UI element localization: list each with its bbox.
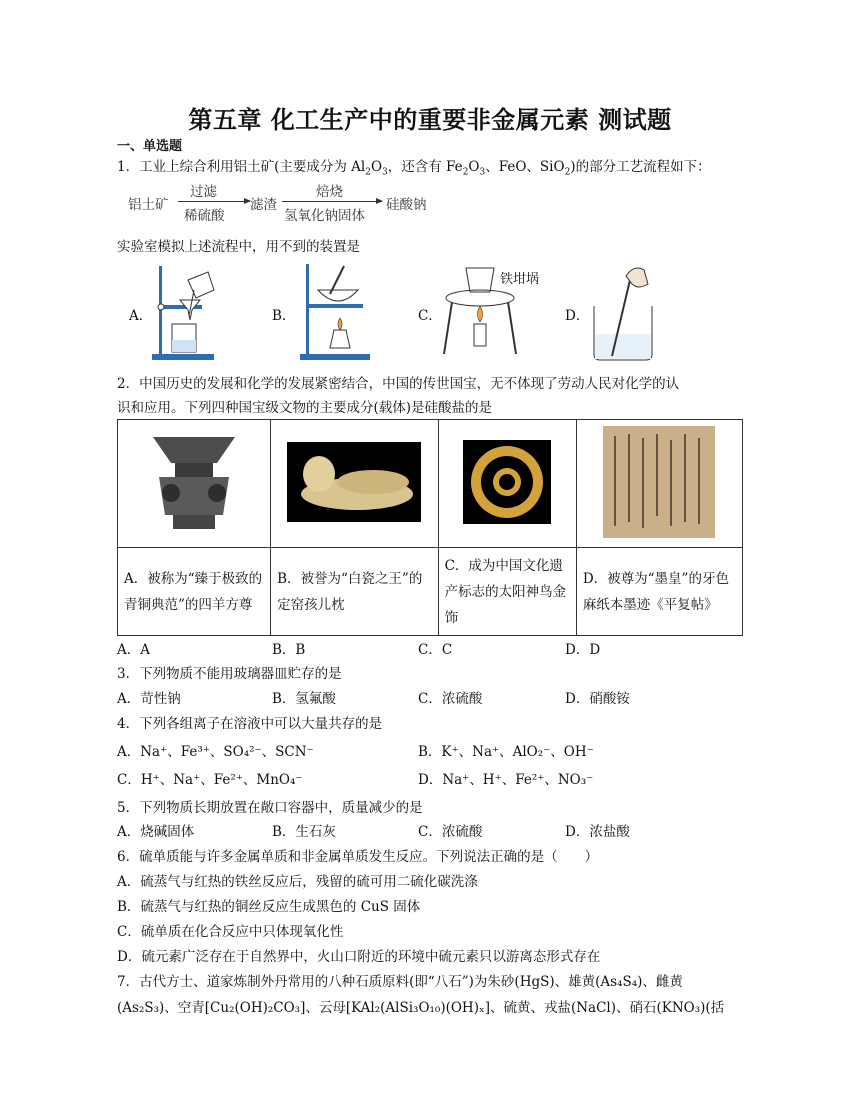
q7-line2: (As₂S₃)、空青[Cu₂(OH)₂CO₃]、云母[KAl₂(AlSi₃O₁₀)(OH)ₓ]、硫黄、戎盐(NaCl)、硝石(KNO₃)(括 [117, 1000, 725, 1016]
caption-d: D．被尊为“墨皇”的牙色麻纸本墨迹《平复帖》 [576, 548, 742, 636]
bronze-zun-icon [147, 433, 241, 531]
caption-a: A．被称为“臻于极致的青铜典范”的四羊方尊 [118, 548, 271, 636]
q1-option-c: C． [418, 308, 442, 324]
q1-stem: 1．工业上综合利用铝土矿(主要成分为 $Al_2O_3$，还含有 $Fe_2O_3$、FeO、SiO$_2$)的部分工艺流程如下： [117, 159, 711, 178]
crucible-label: 铁坩埚 [500, 272, 540, 287]
q3-option-a: A．苛性钠 [117, 691, 181, 707]
process-flow [128, 180, 448, 224]
q2-stem-line1: 2．中国历史的发展和化学的发展紧密结合，中国的传世国宝，无不体现了劳动人民对化学的认 [117, 376, 680, 392]
section-heading: 一、单选题 [117, 139, 183, 154]
caption-b: B．被誉为“白瓷之王”的定窑孩儿枕 [271, 548, 438, 636]
flow-step2-top: 焙烧 [316, 184, 343, 200]
flow-step1-top: 过滤 [190, 184, 217, 200]
artifact-image-d [576, 420, 742, 548]
q2-option-a: A．A [117, 642, 150, 658]
filtration-apparatus-icon [148, 260, 218, 362]
sun-bird-gold-icon [463, 440, 551, 524]
q2-stem-line2: 识和应用。下列四种国宝级文物的主要成分(载体)是硅酸盐的是 [117, 400, 493, 416]
q3-option-b: B．氢氟酸 [272, 691, 336, 707]
q3-option-d: D．硝酸铵 [565, 691, 630, 707]
artifact-image-b [271, 420, 438, 548]
q4-option-b: B．K⁺、Na⁺、AlO₂⁻、OH⁻ [418, 744, 594, 760]
page-title: 第五章 化工生产中的重要非金属元素 测试题 [188, 106, 672, 134]
q7-line1: 7．古代方士、道家炼制外丹常用的八种石质原料(即“八石”)为朱砂(HgS)、雄黄(As₄S₄)、雌黄 [117, 974, 683, 990]
q1-option-b: B． [272, 308, 296, 324]
q3-stem: 3．下列物质不能用玻璃器皿贮存的是 [117, 666, 342, 682]
q6-option-b: B．硫蒸气与红热的铜丝反应生成黑色的 CuS 固体 [117, 899, 421, 915]
flow-step2-bottom: 氢氧化钠固体 [284, 208, 365, 224]
flow-mid: 滤渣 [250, 197, 277, 213]
beaker-stirring-icon [588, 260, 668, 362]
q3-option-c: C．浓硫酸 [418, 691, 483, 707]
q5-option-b: B．生石灰 [272, 824, 336, 840]
flow-end: 硅酸钠 [386, 197, 427, 213]
artifact-image-a [118, 420, 271, 548]
flow-step1-bottom: 稀硫酸 [184, 208, 225, 224]
q2-option-c: C．C [418, 642, 453, 658]
q4-stem: 4．下列各组离子在溶液中可以大量共存的是 [117, 716, 383, 732]
flow-arrow-1 [178, 201, 250, 202]
artifact-image-c [438, 420, 576, 548]
q5-option-d: D．浓盐酸 [565, 824, 630, 840]
q6-stem: 6．硫单质能与许多金属单质和非金属单质发生反应。下列说法正确的是（ ） [117, 849, 599, 865]
q5-option-a: A．烧碱固体 [117, 824, 195, 840]
q1-option-a: A． [129, 308, 153, 324]
flow-arrow-2 [282, 201, 382, 202]
artifact-table [117, 419, 743, 636]
q6-option-c: C．硫单质在化合反应中只体现氧化性 [117, 924, 344, 940]
caption-c: C．成为中国文化遗产标志的太阳神鸟金饰 [438, 548, 576, 636]
evaporation-apparatus-icon [296, 260, 376, 362]
q2-option-b: B．B [272, 642, 306, 658]
q6-option-d: D．硫元素广泛存在于自然界中，火山口附近的环境中硫元素只以游离态形式存在 [117, 949, 601, 965]
porcelain-pillow-icon [287, 442, 421, 522]
q6-option-a: A．硫蒸气与红热的铁丝反应后，残留的硫可用二硫化碳洗涤 [117, 874, 478, 890]
q5-stem: 5．下列物质长期放置在敞口容器中，质量减少的是 [117, 800, 423, 816]
q2-option-d: D．D [565, 642, 601, 658]
flow-start: 铝土矿 [128, 197, 169, 213]
q4-option-c: C．H⁺、Na⁺、Fe²⁺、MnO₄⁻ [117, 772, 303, 788]
q1-prompt: 实验室模拟上述流程中，用不到的装置是 [117, 239, 360, 255]
q1-option-d: D． [565, 308, 590, 324]
q4-option-d: D．Na⁺、H⁺、Fe²⁺、NO₃⁻ [418, 772, 594, 788]
calligraphy-scroll-icon [603, 426, 715, 538]
q4-option-a: A．Na⁺、Fe³⁺、SO₄²⁻、SCN⁻ [117, 744, 314, 760]
q5-option-c: C．浓硫酸 [418, 824, 483, 840]
